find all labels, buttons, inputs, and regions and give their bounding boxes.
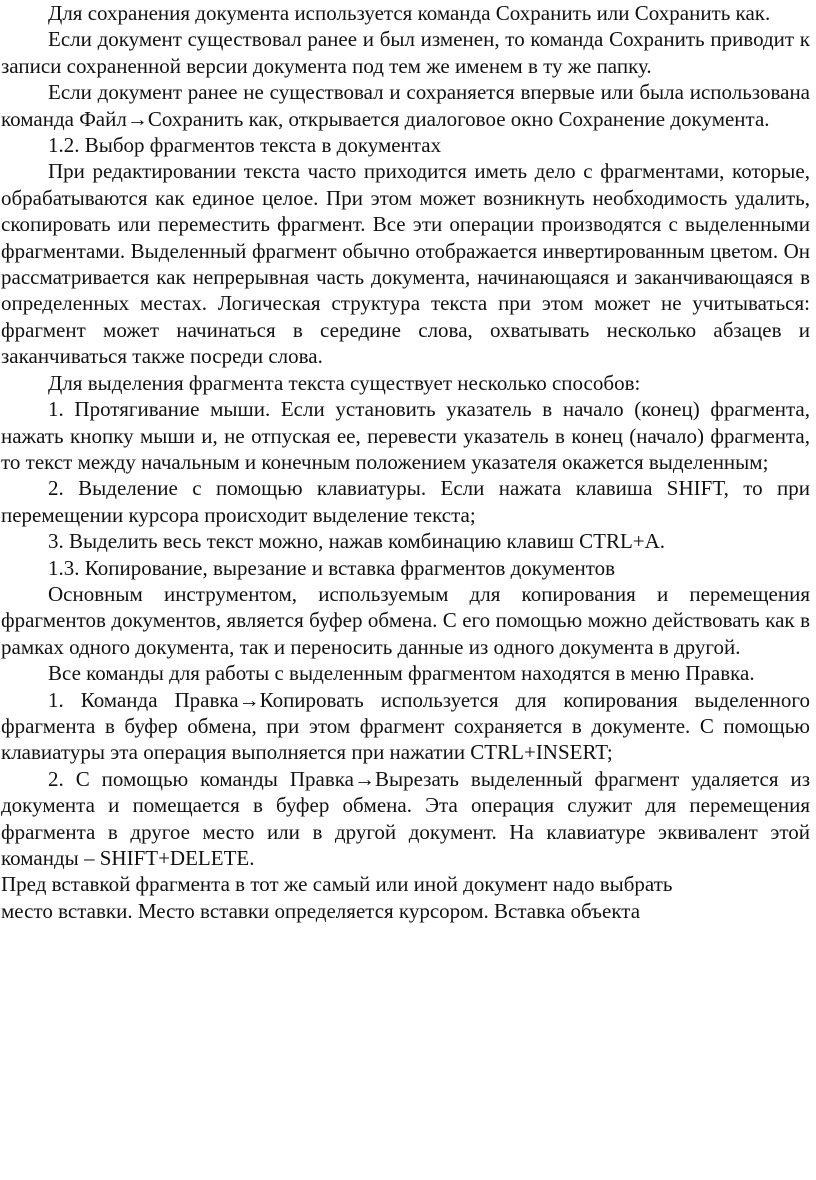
paragraph-edit-menu: Все команды для работы с выделенным фрагментом находятся в меню Правка. bbox=[48, 661, 755, 686]
paragraph-clipboard: Основным инструментом, используемым для копирования и перемещения фрагментов документов, является буфер обмена. С его помощью можно действовать как в рамках одного документа, так и переносить данные из одного документа в другой. bbox=[1, 581, 810, 659]
section-heading-1-3: 1.3. Копирование, вырезание и вставка фрагментов документов bbox=[48, 555, 616, 580]
paragraph-save-existing: Если документ существовал ранее и был изменен, то команда Сохранить приводит к записи сохраненной версии документа под тем же именем в ту же папку. bbox=[1, 27, 810, 78]
list-item-cut: 2. С помощью команды Правка→Вырезать выделенный фрагмент удаляется из документа и помещается в буфер обмена. Эта операция служит для перемещения фрагмента в другое место или в другой документ. На клавиатуре эквивалент этой команды – SHIFT+DELETE. bbox=[1, 766, 810, 870]
list-item-copy: 1. Команда Правка→Копировать используется для копирования выделенного фрагмента в буфер обмена, при этом фрагмент сохраняется в документе. С помощью клавиатуры эта операция выполняется при нажатии CTRL+INSERT; bbox=[1, 687, 810, 765]
tail-line-2: место вставки. Место вставки определяется курсором. Вставка объекта bbox=[1, 898, 641, 923]
list-item-keyboard-selection: 2. Выделение с помощью клавиатуры. Если нажата клавиша SHIFT, то при перемещении курсора происходит выделение текста; bbox=[1, 476, 810, 527]
paragraph-save-new: Если документ ранее не существовал и сохраняется впервые или была использована команда Файл→Сохранить как, открывается диалоговое окно Сохранение документа. bbox=[1, 80, 810, 131]
paragraph-save-commands: Для сохранения документа используется команда Сохранить или Сохранить как. bbox=[48, 1, 771, 25]
tail-line-1: Пред вставкой фрагмента в тот же самый или иной документ надо выбрать bbox=[1, 872, 673, 897]
paragraph-selection-methods: Для выделения фрагмента текста существует несколько способов: bbox=[48, 370, 641, 395]
paragraph-fragments: При редактировании текста часто приходится иметь дело с фрагментами, которые, обрабатываются как единое целое. При этом может возникнуть необходимость удалить, скопировать или переместить фрагмент. Все эти операции производятся с выделенными фрагментами. Выделенный фрагмент обычно отображается инвертированным цветом. Он рассматривается как непрерывная часть документа, начинающаяся и заканчивающаяся в определенных местах. Логическая структура текста при этом может не учитываться: фрагмент может начинаться в середине слова, охватывать несколько абзацев и заканчиваться также посреди слова. bbox=[1, 159, 810, 369]
list-item-select-all: 3. Выделить весь текст можно, нажав комбинацию клавиш CTRL+A. bbox=[48, 529, 666, 554]
list-item-mouse-drag: 1. Протягивание мыши. Если установить указатель в начало (конец) фрагмента, нажать кнопку мыши и, не отпуская ее, перевести указатель в конец (начало) фрагмента, то текст между начальным и конечным положением указателя окажется выделенным; bbox=[1, 397, 810, 474]
section-heading-1-2: 1.2. Выбор фрагментов текста в документах bbox=[48, 133, 442, 158]
